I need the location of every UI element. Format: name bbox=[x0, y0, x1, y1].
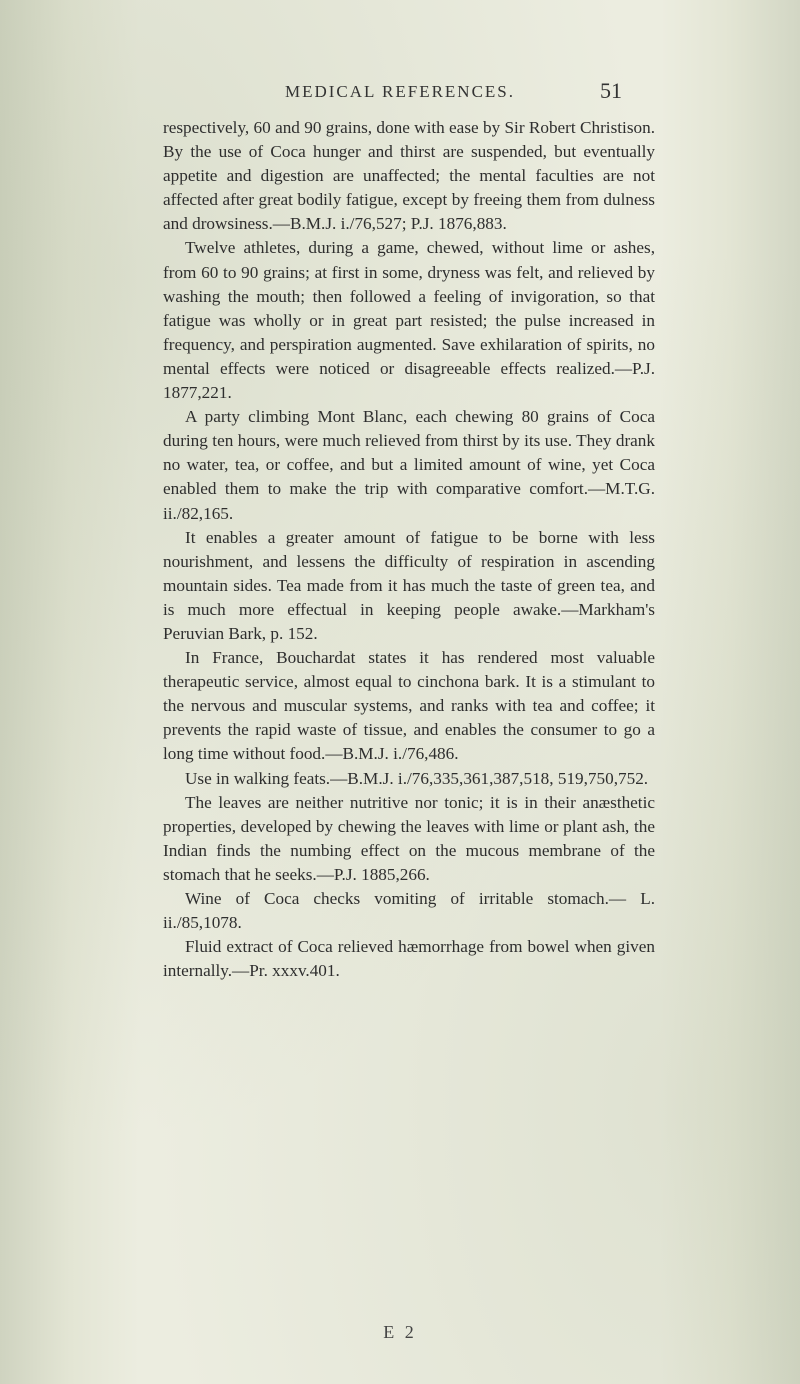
body-text bbox=[163, 116, 655, 983]
paragraph-christison: respectively, 60 and 90 grains, done with ease by Sir Robert Christison. By the use of Coca hunger and thirst are suspended, but eventually appetite and digestion are unaffected; the mental faculties are not affected after great bodily fatigue, except by freeing them from dulness and drowsiness.—B.M.J. i./76,527; P.J. 1876,883. bbox=[163, 118, 655, 234]
paragraph-mont-blanc: A party climbing Mont Blanc, each chewing 80 grains of Coca during ten hours, were much relieved from thirst by its use. They drank no water, tea, or coffee, and but a limited amount of wine, yet Coca enabled them to make the trip with comparative comfort.—M.T.G. ii./82,165. bbox=[163, 407, 655, 523]
paragraph-leaves: The leaves are neither nutritive nor tonic; it is in their anæsthetic properties, developed by chewing the leaves with lime or plant ash, the Indian finds the numbing effect on the mucous membrane of the stomach that he seeks.—P.J. 1885,266. bbox=[163, 792, 655, 884]
paragraph-france: In France, Bouchardat states it has rendered most valuable therapeutic service, almost equal to cinchona bark. It is a stimulant to the nervous and muscular systems, and ranks with tea and coffee; it prevents the rapid waste of tissue, and enables the consumer to go a long time without food.—B.M.J. i./76,486. bbox=[163, 648, 655, 764]
paragraph-walking: Use in walking feats.—B.M.J. i./76,335,361,387,518, 519,750,752. bbox=[185, 768, 649, 788]
paragraph-fatigue: It enables a greater amount of fatigue to be borne with less nourishment, and lessens the difficulty of respiration in ascending mountain sides. Tea made from it has much the taste of green tea, and is much more effectual in keeping people awake.—Markham's Peruvian Bark, p. 152. bbox=[163, 527, 655, 643]
paragraph-athletes: Twelve athletes, during a game, chewed, without lime or ashes, from 60 to 90 grains; at first in some, dryness was felt, and relieved by washing the mouth; then followed a feeling of invigoration, so that fatigue was wholly or in great part resisted; the pulse increased in frequency, and perspiration augmented. Save exhilaration of spirits, no mental effects were noticed or disagreeable effects realized.—P.J. 1877,221. bbox=[163, 238, 655, 403]
running-head: MEDICAL REFERENCES. bbox=[284, 82, 516, 101]
page-number: 51 bbox=[600, 78, 622, 103]
page-header bbox=[0, 78, 800, 108]
paragraph-fluid-extract: Fluid extract of Coca relieved hæmorrhage from bowel when given internally.—Pr. xxxv.401. bbox=[163, 937, 655, 981]
paragraph-wine: Wine of Coca checks vomiting of irritable stomach.— L. ii./85,1078. bbox=[163, 889, 655, 933]
signature-mark: E 2 bbox=[383, 1322, 417, 1342]
